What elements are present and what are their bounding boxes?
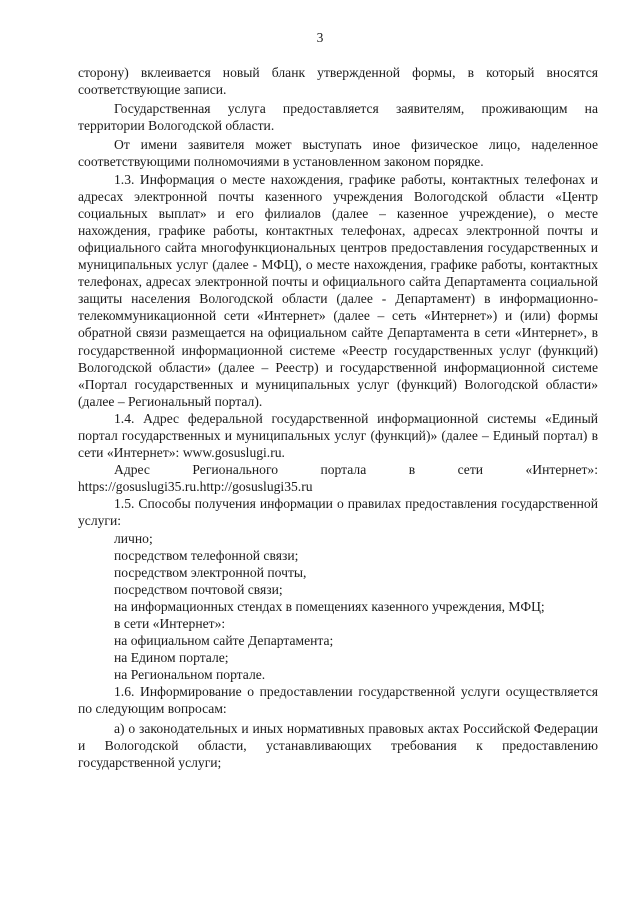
paragraph-continuation: сторону) вклеивается новый бланк утвержденной формы, в который вносятся соответствующие записи.	[78, 65, 598, 98]
paragraph-applicants: Государственная услуга предоставляется заявителям, проживающим на территории Вологодской области.	[78, 101, 598, 134]
paragraph-regional-portal-address: Адрес Регионального портала в сети «Интернет»:	[114, 462, 598, 478]
page-number: 3	[316, 30, 324, 45]
list-item-post: посредством почтовой связи;	[114, 581, 283, 597]
list-item-email: посредством электронной почты,	[114, 564, 307, 580]
list-item-regional-portal: на Региональном портале.	[114, 667, 266, 683]
list-item-unified-portal: на Едином портале;	[114, 650, 229, 666]
paragraph-1-5: 1.5. Способы получения информации о правилах предоставления государственной услуги:	[78, 496, 598, 529]
paragraph-1-6: 1.6. Информирование о предоставлении государственной услуги осуществляется по следующим вопросам:	[78, 684, 598, 717]
paragraph-item-a: а) о законодательных и иных нормативных правовых актах Российской Федерации и Вологодской области, устанавливающих требования к предоставлению государственной услуги;	[78, 720, 598, 770]
paragraph-1-4: 1.4. Адрес федеральной государственной информационной системы «Единый портал государственных и муниципальных услуг (функций)» (далее – Единый портал) в сети «Интернет»: www.gosuslugi.ru.	[78, 410, 598, 461]
list-item-in-person: лично;	[114, 530, 153, 546]
list-item-department-site: на официальном сайте Департамента;	[114, 633, 334, 649]
paragraph-1-3: 1.3. Информация о месте нахождения, графике работы, контактных телефонах и адресах электронной почты казенного учреждения Вологодской области «Центр социальных выплат» и его филиалов (далее – казенное учреждение), о месте нахождения, графике работы, контактных телефонах, адресах электронной почты и официального сайта многофункциональных центров предоставления государственных и муниципальных услуг (далее - МФЦ), о месте нахождения, графике работы, контактных телефонах, адресах электронной почты и официального сайта Департамента социальной защиты населения Вологодской области (далее - Департамент) в информационно-телекоммуникационной сети «Интернет» (далее – сеть «Интернет») и (или) формы обратной связи размещается на официальном сайте Департамента в сети «Интернет», в государственной информационной системе «Реестр государственных услуг (функций) Вологодской области» (далее – Реестр) и государственной информационной системе «Портал государственных и муниципальных услуг (функций) Вологодской области» (далее – Региональный портал).	[78, 171, 598, 409]
list-item-phone: посредством телефонной связи;	[114, 547, 299, 563]
document-body	[78, 64, 598, 771]
list-item-stands: на информационных стендах в помещениях казенного учреждения, МФЦ;	[114, 598, 545, 614]
paragraph-regional-portal-url: https://gosuslugi35.ru.http://gosuslugi35.ru	[78, 479, 313, 495]
paragraph-representative: От имени заявителя может выступать иное физическое лицо, наделенное соответствующими полномочиями в установленном законом порядке.	[78, 137, 598, 170]
list-item-internet: в сети «Интернет»:	[114, 616, 226, 631]
